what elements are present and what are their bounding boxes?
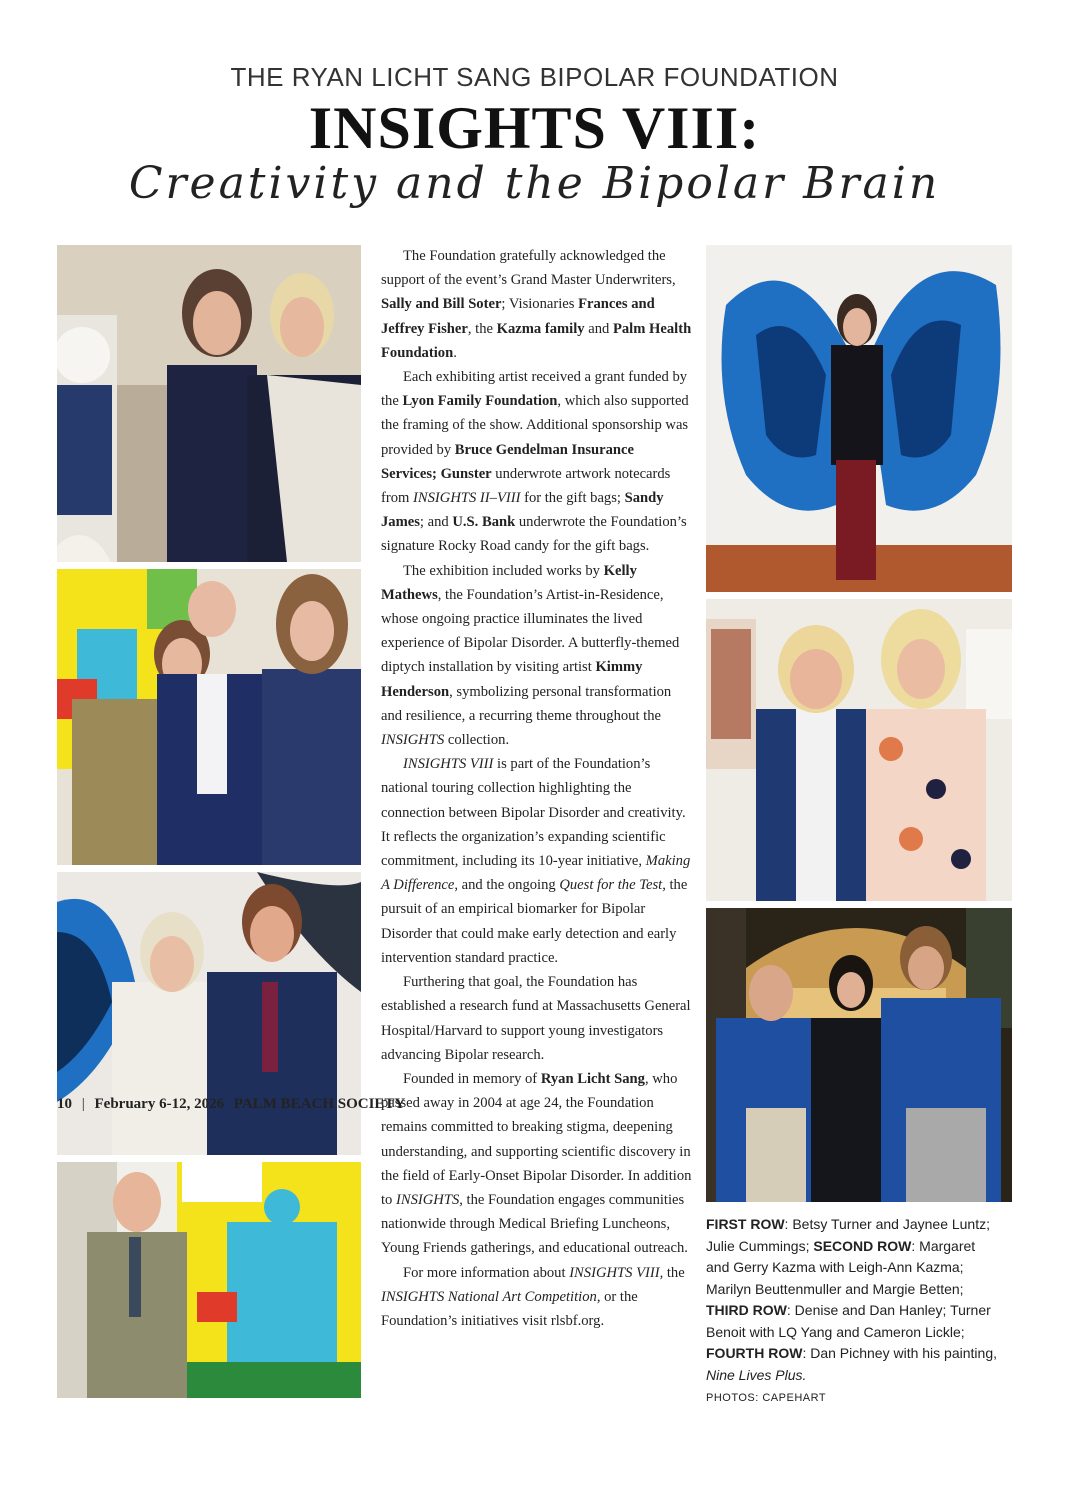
paragraph-sponsors: The Foundation gratefully acknowledged the support of the event’s Grand Master Underwriters, Sally and Bill Soter; Visionaries Frances and Jeffrey Fisher, the Kazma family and Palm Health Foundation. [381, 248, 692, 361]
paragraph-grants: Each exhibiting artist received a grant funded by the Lyon Family Foundation, which also supported the framing of the show. Additional sponsorship was provided by Bruce Gendelman Insurance Services; Gunster underwrote artwork notecards from INSIGHTS II–VIII for the gift bags; Sandy James; and U.S. Bank underwrote the Foundation’s signature Rocky Road candy for the gift bags. [381, 369, 689, 555]
paragraph-more-info: For more information about INSIGHTS VIII, the INSIGHTS National Art Competition, or the Foundation’s initiatives visit rlsbf.org. [381, 1264, 685, 1329]
photo-caption [706, 1214, 1002, 1410]
article-body [381, 244, 693, 1333]
page-title: INSIGHTS VIII: [308, 95, 761, 161]
paragraph-collection: INSIGHTS VIII is part of the Foundation’s national touring collection highlighting the connection between Bipolar Disorder and creativity. It reflects the organization’s expanding scientific commitment, including its 10-year initiative, Making A Difference, and the ongoing Quest for the Test, the pursuit of an empirical biomarker for Bipolar Disorder that could make early detection and early intervention standard practice. [381, 756, 691, 966]
issue-date: February 6-12, 2026 [94, 1096, 225, 1112]
paragraph-founded: Founded in memory of Ryan Licht Sang, who passed away in 2004 at age 24, the Foundation remains committed to breaking stigma, deepening understanding, and supporting scientific discovery in the field of Early-Onset Bipolar Disorder. In addition to INSIGHTS, the Foundation engages communities nationwide through Medical Briefing Luncheons, Young Friends gatherings, and educational outreach. [381, 1070, 692, 1257]
publication-name: PALM BEACH SOCIETY [233, 1096, 406, 1112]
foundation-name: THE RYAN LICHT SANG BIPOLAR FOUNDATION [230, 62, 839, 92]
paragraph-research: Furthering that goal, the Foundation has established a research fund at Massachusetts General Hospital/Harvard to support young investigators advancing Bipolar research. [381, 974, 691, 1063]
photo-row2-left [57, 569, 361, 865]
paragraph-exhibition: The exhibition included works by Kelly Mathews, the Foundation’s Artist-in-Residence, whose ongoing practice illuminates the lived experience of Bipolar Disorder. A butterfly-themed diptych installation by visiting artist Kimmy Henderson, symbolizing personal transformation and resilience, a recurring theme throughout the INSIGHTS collection. [381, 562, 680, 749]
photo-row1-right [706, 245, 1012, 592]
photo-credit: PHOTOS: CAPEHART [706, 1392, 827, 1404]
page-subtitle: Creativity and the Bipolar Brain [128, 158, 941, 209]
page-number: 10 [57, 1096, 72, 1112]
photo-row2-right [706, 599, 1012, 901]
footer-separator: | [81, 1096, 85, 1112]
photo-row4-left [57, 1162, 361, 1398]
page-footer [57, 1096, 411, 1113]
photo-row1-left [57, 245, 361, 562]
photo-row3-right [706, 908, 1012, 1202]
caption-text: FIRST ROW: Betsy Turner and Jaynee Luntz; Julie Cummings; SECOND ROW: Margaret and Gerry Kazma with Leigh-Ann Kazma; Marilyn Beuttenmuller and Margie Betten; THIRD ROW: Denise and Dan Hanley; Turner Benoit with LQ Yang and Cameron Lickle; FOURTH ROW: Dan Pichney with his painting, Nine Lives Plus. [706, 1216, 997, 1383]
